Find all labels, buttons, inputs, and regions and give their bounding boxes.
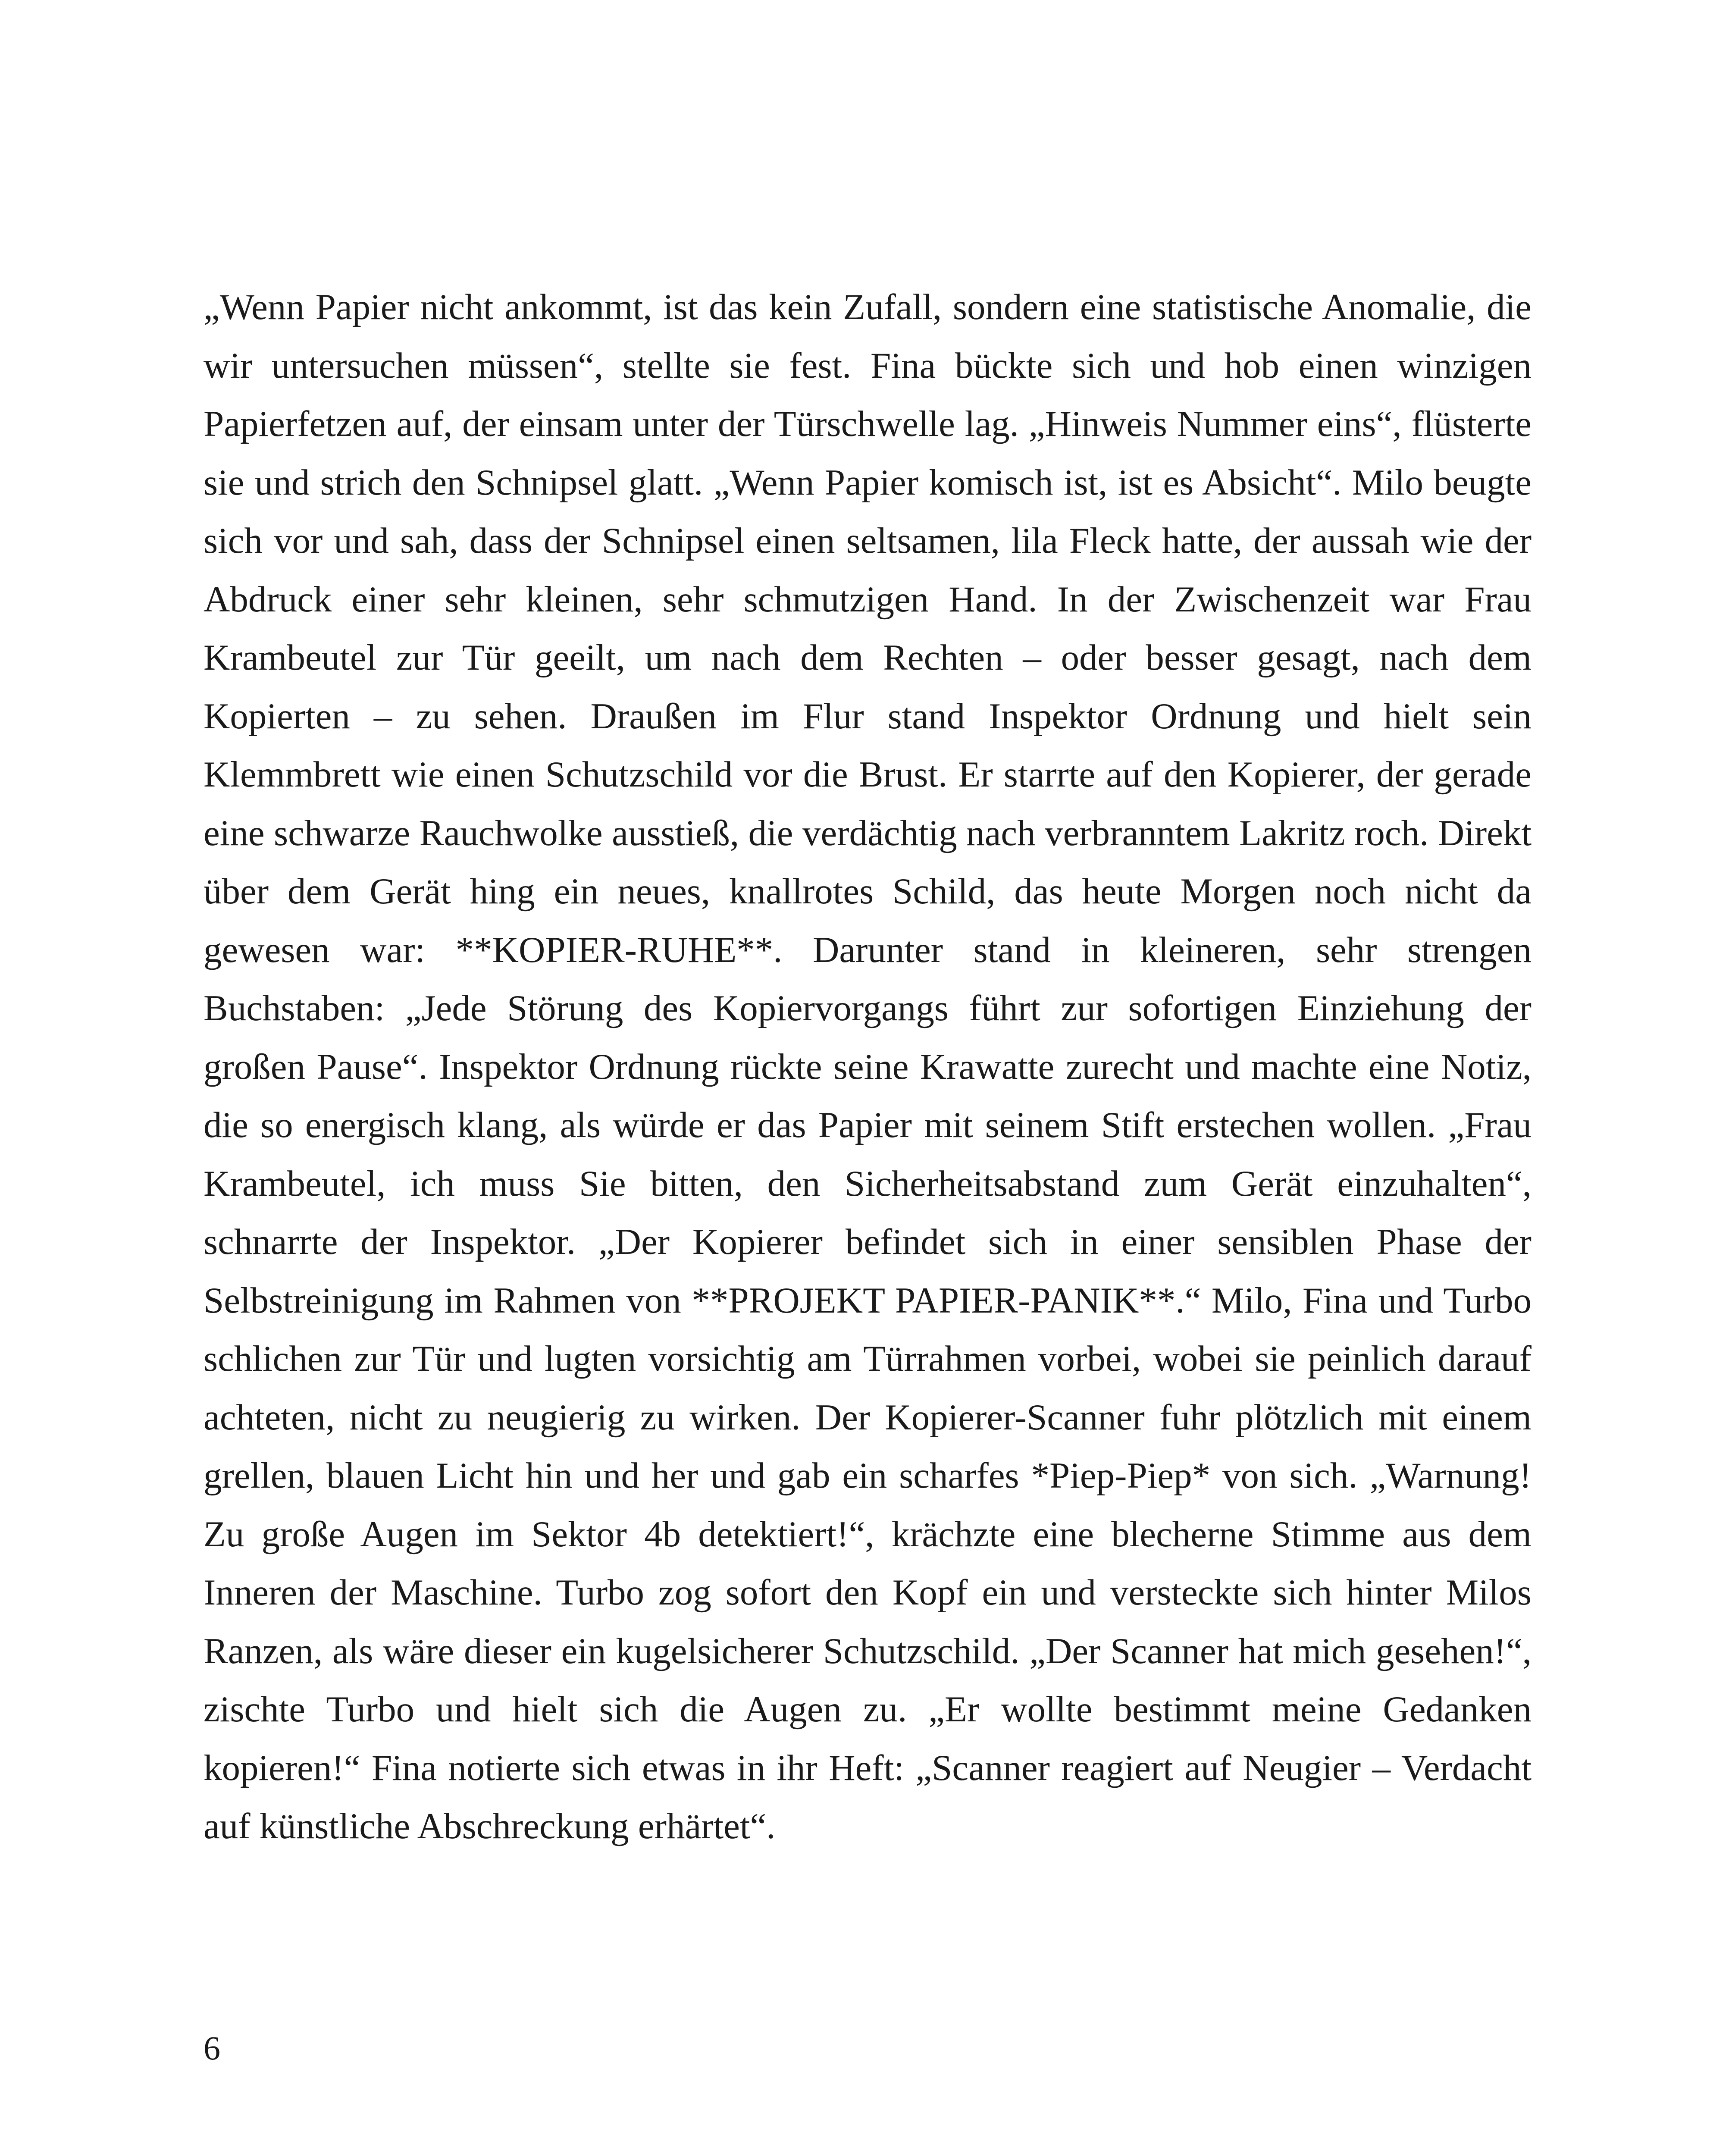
page-number: 6: [204, 2029, 220, 2067]
body-paragraph: „Wenn Papier nicht ankommt, ist das kein Zufall, sondern eine statistische Anomalie, die wir untersuchen müssen“, stellte sie fest. Fina bückte sich und hob einen winzigen Papierfetzen auf, der einsam unter der Türschwelle lag. „Hinweis Nummer eins“, flüsterte sie und strich den Schnipsel glatt. „Wenn Papier komisch ist, ist es Absicht“. Milo beugte sich vor und sah, dass der Schnipsel einen seltsamen, lila Fleck hatte, der aussah wie der Abdruck einer sehr kleinen, sehr schmutzigen Hand. In der Zwischenzeit war Frau Krambeutel zur Tür geeilt, um nach dem Rechten – oder besser gesagt, nach dem Kopierten – zu sehen. Draußen im Flur stand Inspektor Ordnung und hielt sein Klemmbrett wie einen Schutzschild vor die Brust. Er starrte auf den Kopierer, der gerade eine schwarze Rauchwolke ausstieß, die verdächtig nach verbranntem Lakritz roch. Direkt über dem Gerät hing ein neues, knallrotes Schild, das heute Morgen noch nicht da gewesen war: **KOPIER-RUHE**. Darunter stand in kleineren, sehr strengen Buchstaben: „Jede Störung des Kopiervorgangs führt zur sofortigen Einziehung der großen Pause“. Inspektor Ordnung rückte seine Krawatte zurecht und machte eine Notiz, die so energisch klang, als würde er das Papier mit seinem Stift erstechen wollen. „Frau Krambeutel, ich muss Sie bitten, den Sicherheitsabstand zum Gerät einzuhalten“, schnarrte der Inspektor. „Der Kopierer befindet sich in einer sensiblen Phase der Selbstreinigung im Rahmen von **PROJEKT PAPIER-PANIK**.“ Milo, Fina und Turbo schlichen zur Tür und lugten vorsichtig am Türrahmen vorbei, wobei sie peinlich darauf achteten, nicht zu neugierig zu wirken. Der Kopierer-Scanner fuhr plötzlich mit einem grellen, blauen Licht hin und her und gab ein scharfes *Piep-Piep* von sich. „Warnung! Zu große Augen im Sektor 4b detektiert!“, krächzte eine blecherne Stimme aus dem Inneren der Maschine. Turbo zog sofort den Kopf ein und versteckte sich hinter Milos Ranzen, als wäre dieser ein kugelsicherer Schutzschild. „Der Scanner hat mich gesehen!“, zischte Turbo und hielt sich die Augen zu. „Er wollte bestimmt meine Gedanken kopieren!“ Fina notierte sich etwas in ihr Heft: „Scanner reagiert auf Neugier – Verdacht auf künstliche Abschreckung erhärtet“.: [204, 287, 1532, 1846]
